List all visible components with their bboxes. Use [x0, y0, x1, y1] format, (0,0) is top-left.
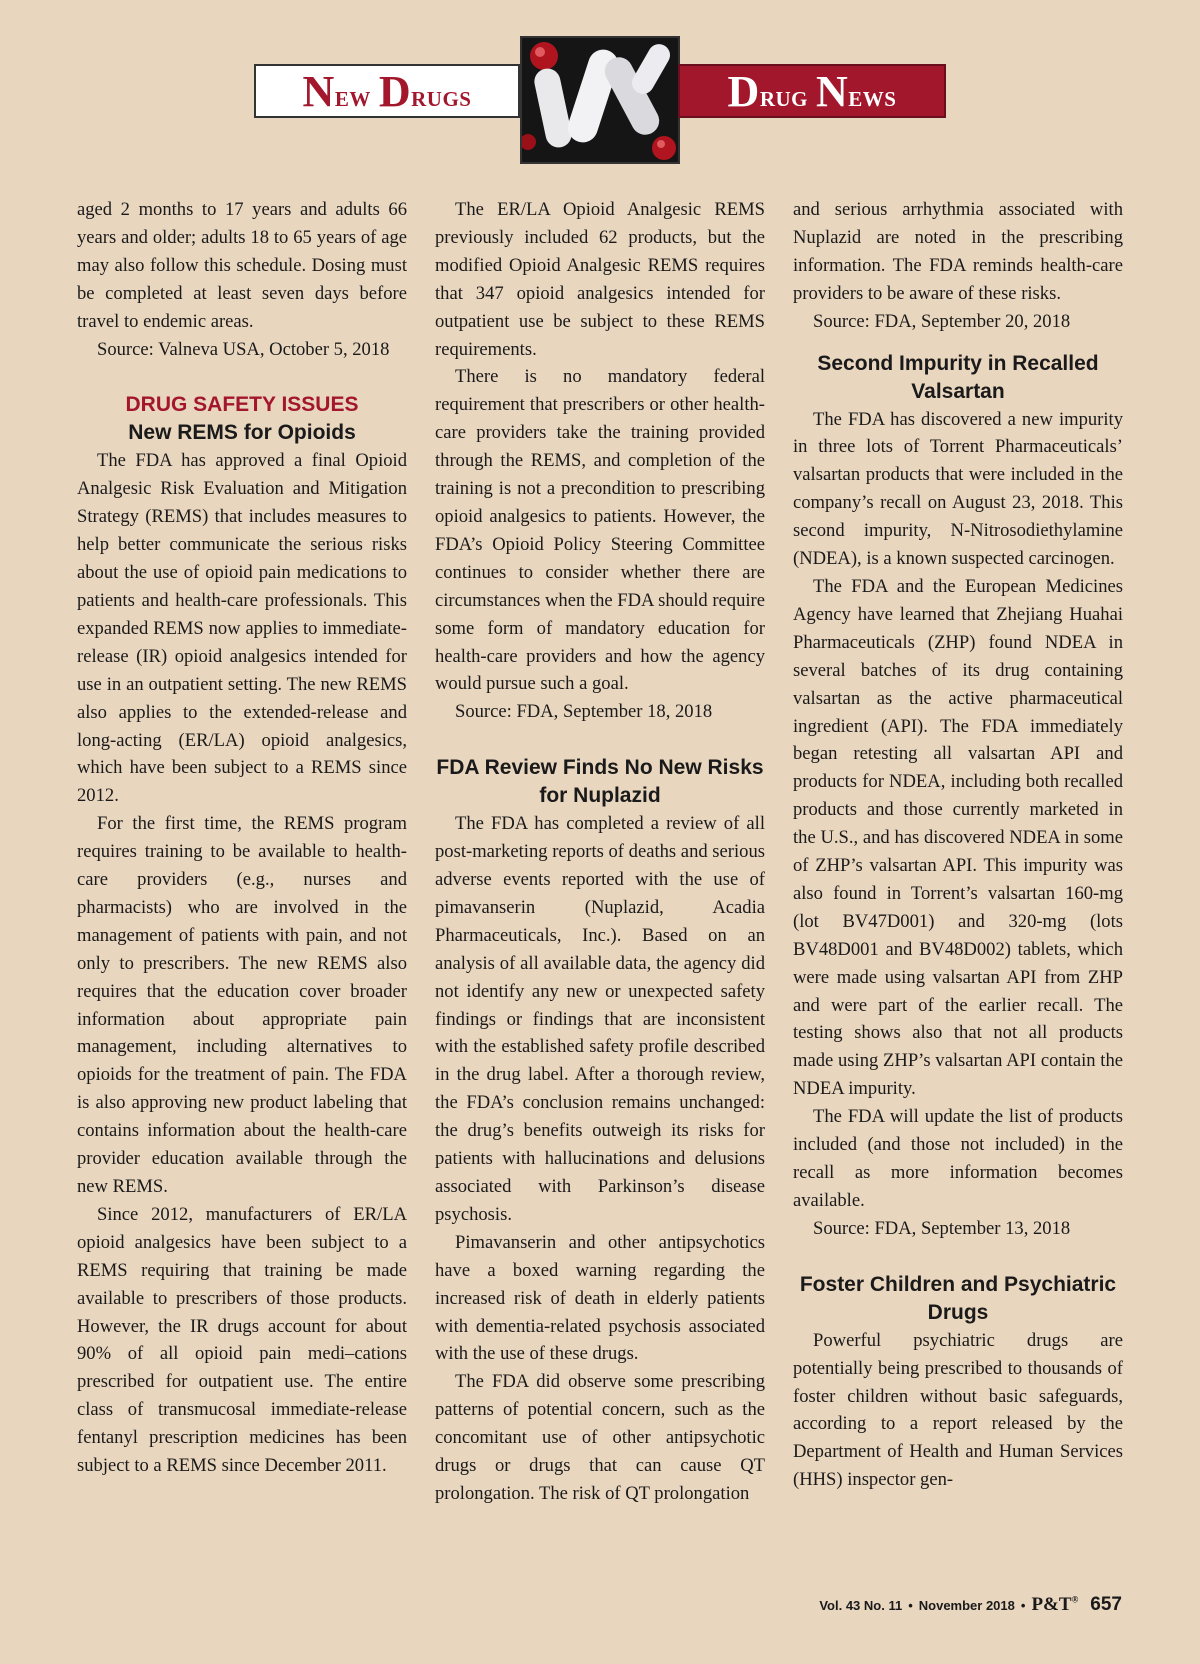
spacer — [435, 726, 765, 754]
paragraph: The FDA did observe some prescribing patterns of potential concern, such as the concomitant use of other antipsychotic drugs or drugs that can cause QT prolongation. The risk of QT prolongation — [435, 1371, 765, 1504]
section-header — [254, 36, 946, 164]
page-number: 657 — [1090, 1594, 1122, 1615]
paragraph: Pimavanserin and other antipsychotics have a boxed warning regarding the increased risk of death in elderly patients with dementia-related psychosis associated with the use of these drugs. — [435, 1231, 765, 1365]
pills-illustration — [522, 38, 678, 162]
separator-bullet: • — [908, 1598, 913, 1613]
source-line: Source: FDA, September 13, 2018 — [813, 1217, 1071, 1239]
article-heading: New REMS for Opioids — [128, 421, 356, 445]
paragraph: The FDA will update the list of products included (and those not included) in the recall as more information becomes available. — [793, 1106, 1123, 1211]
drug-news-banner — [678, 64, 946, 118]
article-heading: Foster Children and Psychiatric Drugs — [799, 1272, 1117, 1324]
column-3 — [793, 196, 1123, 1494]
column-2 — [435, 196, 765, 1508]
section-category: DRUG SAFETY ISSUES — [125, 393, 359, 417]
journal-logo: P&T® — [1031, 1594, 1079, 1615]
spacer — [793, 1243, 1123, 1271]
paragraph: The FDA has approved a final Opioid Analgesic Risk Evaluation and Mitigation Strategy (REMS) that includes measures to help better communicate the serious risks about the use of opioid pain medications to patients and health-care professionals. This expanded REMS now applies to immediate-release (IR) opioid analgesics intended for use in an outpatient setting. The new REMS also applies to the extended-release and long-acting (ER/LA) opioid analgesics, which have been subject to a REMS since 2012. — [77, 450, 407, 807]
paragraph: The ER/LA Opioid Analgesic REMS previously included 62 products, but the modified Opioid Analgesic REMS requires that 347 opioid analgesics intended for outpatient use be subject to these REMS requirements. — [435, 199, 765, 360]
issue-info: Vol. 43 No. 11 — [819, 1598, 903, 1613]
paragraph: The FDA has discovered a new impurity in three lots of Torrent Pharmaceuticals’ valsartan products that were included in the company’s recall on August 23, 2018. This second impurity, N-Nitrosodiethylamine (NDEA), is a known suspected carcinogen. — [793, 408, 1123, 570]
paragraph: Since 2012, manufacturers of ER/LA opioid analgesics have been subject to a REMS requiring that training be made available to prescribers of those products. However, the IR drugs account for about 90% of all opioid pain medi–cations prescribed for outpatient use. The entire class of transmucosal immediate-release fentanyl prescription medicines has been subject to a REMS since December 2011. — [77, 1203, 407, 1477]
new-drugs-banner — [254, 64, 520, 118]
source-line: Source: FDA, September 18, 2018 — [455, 701, 713, 723]
spacer — [793, 336, 1123, 350]
separator-bullet: • — [1020, 1598, 1026, 1613]
source-line: Source: Valneva USA, October 5, 2018 — [97, 338, 390, 360]
page-footer — [819, 1594, 1122, 1616]
article-heading: FDA Review Finds No New Risks for Nuplazid — [436, 756, 764, 808]
paragraph: There is no mandatory federal requirement that prescribers or other health-care providers take the training provided through the REMS, and completion of the training is not a precondition to prescribing opioid analgesics to patients. However, the FDA’s Opioid Policy Steering Committee continues to consider whether there are circumstances when the FDA should require some form of mandatory education for health-care providers and how the agency would pursue such a goal. — [435, 366, 765, 695]
issue-date: November 2018 — [918, 1598, 1015, 1613]
paragraph: Powerful psychiatric drugs are potentially being prescribed to thousands of foster children without basic safeguards, according to a report released by the Department of Health and Human Services (HHS) inspector gen- — [793, 1329, 1123, 1491]
pills-photo — [520, 36, 680, 164]
paragraph: and serious arrhythmia associated with Nuplazid are noted in the prescribing information. The FDA reminds health-care providers to be aware of these risks. — [793, 199, 1123, 304]
new-drugs-title: New Drugs — [302, 66, 472, 116]
spacer — [77, 363, 407, 391]
drug-news-title: Drug News — [727, 66, 897, 116]
paragraph: aged 2 months to 17 years and adults 66 years and older; adults 18 to 65 years of age may also follow this schedule. Dosing must be completed at least seven days before travel to endemic areas. — [77, 199, 407, 332]
source-line: Source: FDA, September 20, 2018 — [813, 310, 1071, 332]
paragraph: The FDA has completed a review of all post-marketing reports of deaths and serious adverse events reported with the use of pimavanserin (Nuplazid, Acadia Pharmaceuticals, Inc.). Based on an analysis of all available data, the agency did not identify any new or unexpected safety findings or findings that are inconsistent with the established safety profile described in the drug label. After a thorough review, the FDA’s conclusion remains unchanged: the drug’s benefits outweigh its risks for patients with hallucinations and delusions associated with Parkinson’s disease psychosis. — [435, 813, 765, 1225]
paragraph: The FDA and the European Medicines Agency have learned that Zhejiang Huahai Pharmaceuticals (ZHP) found NDEA in several batches of its drug containing valsartan as the active pharmaceutical ingredient (API). The FDA immediately began retesting all valsartan API and products for NDEA, including both recalled products and those currently marketed in the U.S., and has discovered NDEA in some of ZHP’s valsartan API. This impurity was also found in Torrent’s valsartan 160-mg (lot BV47D001) and 320-mg (lots BV48D001 and BV48D002) tablets, which were made using valsartan API from ZHP and were part of the earlier recall. The testing shows also that not all products made using ZHP’s valsartan API contain the NDEA impurity. — [793, 575, 1123, 1100]
column-1 — [77, 196, 407, 1480]
paragraph: For the first time, the REMS program requires training to be available to health-care providers (e.g., nurses and pharmacists) who are involved in the management of patients with pain, and not only to prescribers. The new REMS also requires that the education cover broader information about appropriate pain management, including alternatives to opioids for the treatment of pain. The FDA is also approving new product labeling that contains information about the health-care provider education available through the new REMS. — [77, 813, 407, 1197]
article-heading: Second Impurity in Recalled Valsartan — [817, 351, 1099, 403]
